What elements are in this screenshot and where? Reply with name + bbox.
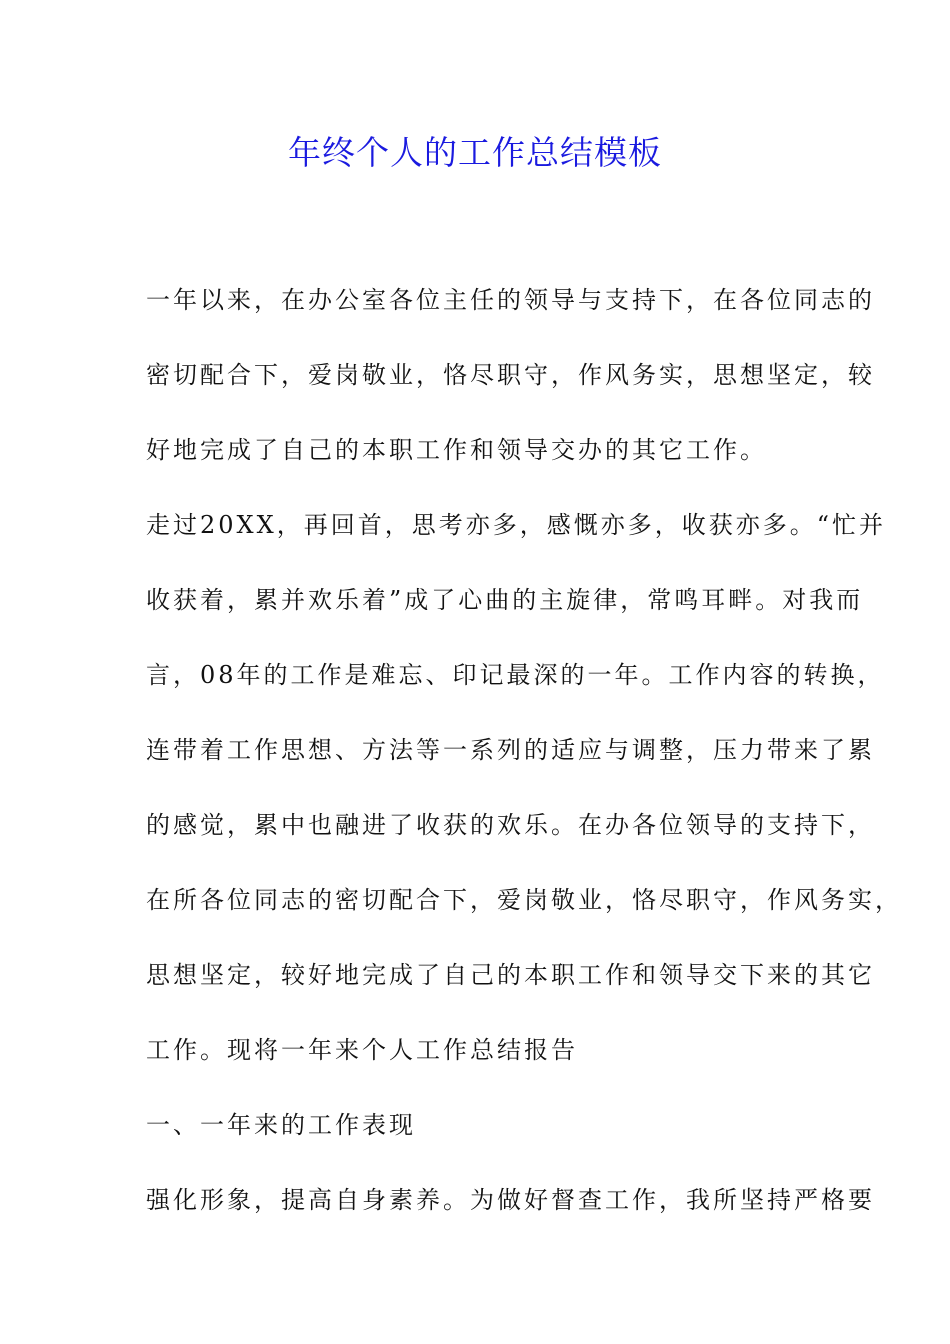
body-line: 好地完成了自己的本职工作和领导交办的其它工作。 bbox=[146, 436, 767, 464]
body-line: 思想坚定，较好地完成了自己的本职工作和领导交下来的其它 bbox=[146, 961, 875, 989]
body-line: 的感觉，累中也融进了收获的欢乐。在办各位领导的支持下， bbox=[146, 811, 875, 839]
document-title: 年终个人的工作总结模板 bbox=[288, 133, 662, 172]
body-line: 强化形象，提高自身素养。为做好督查工作，我所坚持严格要 bbox=[146, 1186, 875, 1214]
body-line: 一年以来，在办公室各位主任的领导与支持下，在各位同志的 bbox=[146, 286, 875, 314]
body-line: 收获着，累并欢乐着”成了心曲的主旋律，常鸣耳畔。对我而 bbox=[146, 586, 864, 614]
section-heading: 一、一年来的工作表现 bbox=[146, 1111, 416, 1139]
body-line: 连带着工作思想、方法等一系列的适应与调整，压力带来了累 bbox=[146, 736, 875, 764]
body-line: 在所各位同志的密切配合下，爱岗敬业，恪尽职守，作风务实， bbox=[146, 886, 902, 914]
body-line: 走过20XX，再回首，思考亦多，感慨亦多，收获亦多。“忙并 bbox=[146, 511, 886, 539]
body-line: 言，08年的工作是难忘、印记最深的一年。工作内容的转换， bbox=[146, 661, 885, 689]
document-body bbox=[146, 263, 902, 1238]
body-line: 密切配合下，爱岗敬业，恪尽职守，作风务实，思想坚定，较 bbox=[146, 361, 875, 389]
body-line: 工作。现将一年来个人工作总结报告 bbox=[146, 1036, 578, 1064]
